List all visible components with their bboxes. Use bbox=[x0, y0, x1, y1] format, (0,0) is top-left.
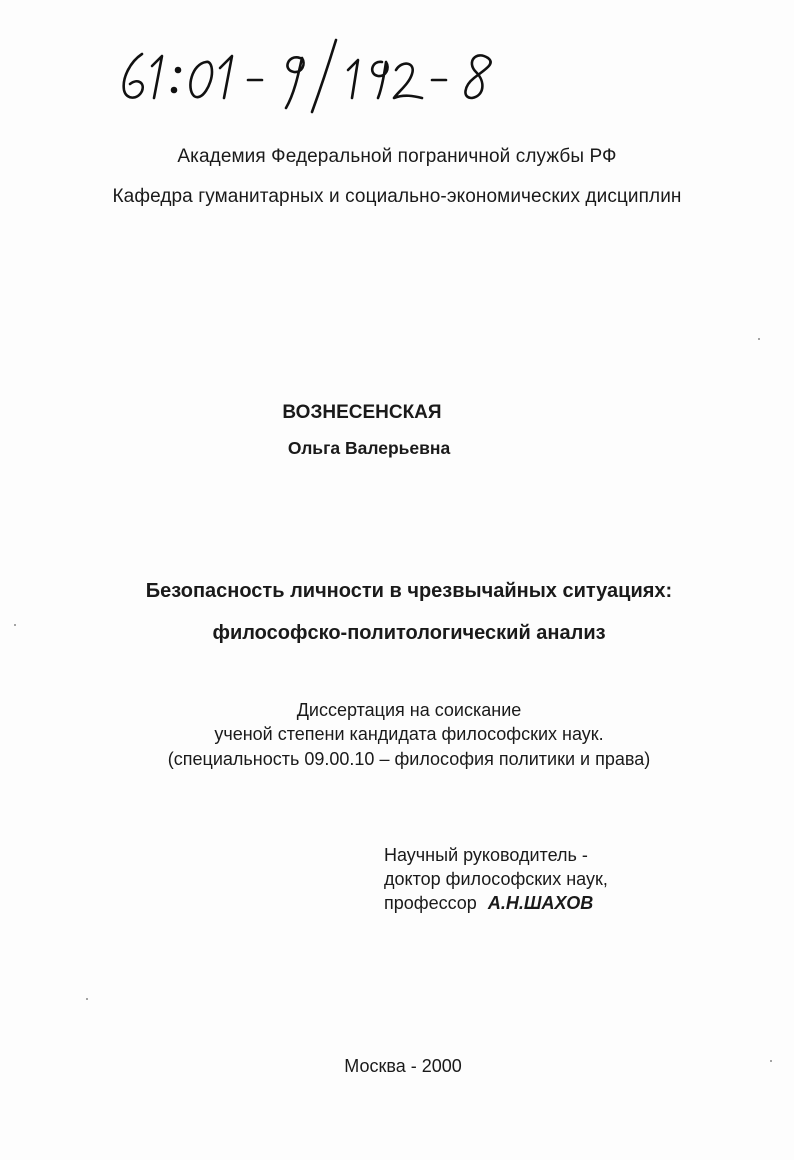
supervisor-rank: профессор bbox=[384, 893, 477, 913]
description-line-1: Диссертация на соискание bbox=[296, 700, 522, 720]
department-name: Кафедра гуманитарных и социально-экономических дисциплин bbox=[112, 186, 682, 207]
description-line-3: (специальность 09.00.10 – философия политики и права) bbox=[167, 749, 651, 769]
dissertation-title-line-1: Безопасность личности в чрезвычайных ситуациях: bbox=[145, 580, 673, 602]
author-given-names: Ольга Валерьевна bbox=[287, 438, 451, 458]
scan-speck bbox=[770, 1060, 772, 1062]
description-line-2: ученой степени кандидата философских наук. bbox=[214, 724, 604, 744]
supervisor-name: А.Н.ШАХОВ bbox=[487, 893, 594, 913]
handwritten-catalogue-number bbox=[112, 36, 532, 114]
scan-speck bbox=[14, 624, 16, 626]
author-surname: ВОЗНЕСЕНСКАЯ bbox=[282, 402, 442, 423]
supervisor-degree: доктор философских наук, bbox=[384, 869, 608, 889]
place-and-year: Москва - 2000 bbox=[344, 1056, 462, 1076]
supervisor-rank-and-name bbox=[384, 893, 593, 914]
supervisor-role: Научный руководитель - bbox=[384, 845, 588, 865]
dissertation-title-line-2: философско-политологический анализ bbox=[212, 622, 606, 644]
scan-speck bbox=[86, 998, 88, 1000]
scan-speck bbox=[758, 338, 760, 340]
academy-name: Академия Федеральной пограничной службы РФ bbox=[177, 146, 617, 167]
